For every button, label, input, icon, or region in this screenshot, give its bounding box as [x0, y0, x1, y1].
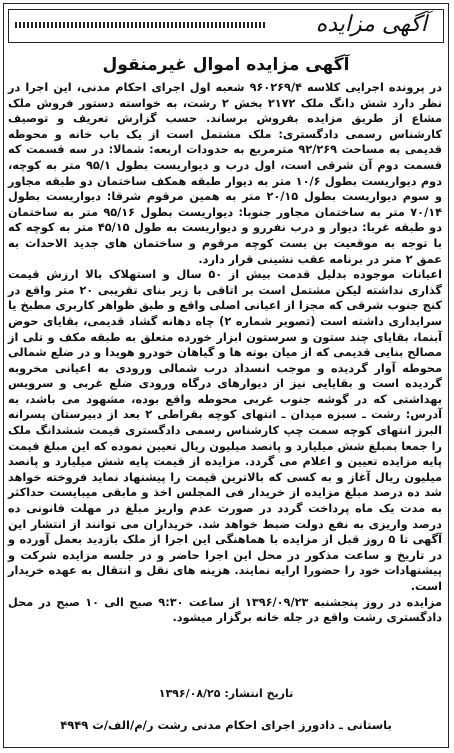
notice-paragraph-1: در پرونده اجرایی کلاسه ۹۶۰۲۶۹/۴ شعبه اول اجرای احکام مدنی، این اجرا در نظر دارد شش دانگ ملک ۲۱۷۲ بخش ۲ رشت، به خواسته دستور فروش ملک مشاع از طریق مزایده بفروش برساند. حسب گزارش تعریف و توصیف کارشناس رسمی دادگستری: ملک مشتمل است از یک باب خانه و محوطه قدیمی به مساحت ۹۲/۲۶۹ مترمربع به حدودات اربعه: شمالا: در سه قسمت که قسمت دوم آن شرقی است، اول درب و دیواریست بطول ۹۵/۱ متر به کوچه، دوم دیواریست بطول ۱۰/۶ متر به دیوار طبقه همکف ساختمان دو طبقه مجاور و سوم دیواریست بطول ۲۰/۱۵ متر به همین مرقوم شرقا: دیواریست بطول ۷۰/۱۴ متر به ساختمان مجاور جنوبا: دیواریست بطول ۹۵/۱۶ متر به ساختمان دو طبقه غربا: دیوار و درب نفررو و دیواریست به طول ۴۵/۱۵ متر به کوچه که با توجه به موقعیت بن بست کوچه مرقوم و ساختمان های جدید الاحداث به عمق ۲ متر در برنامه عقب نشینی قرار دارد.: [8, 81, 443, 266]
notice-body: [8, 80, 442, 626]
banner-decorative-stripe: [15, 22, 265, 28]
notice-paragraph-2: اعیانات موجوده بدلیل قدمت بیش از ۵۰ سال و استهلاک بالا ارزش قیمت گذاری نداشته لیکن مشتمل است بر اتاقی با زیر بنای تقریبی ۲۰ متر واقع در کنج جنوب شرقی که مجزا از اعیانی اصلی واقع و طبق ظواهر کاربری مطبخ یا سرایداری داشته است (تصویر شماره ۲) چاه دهانه گشاد قدیمی، بقایای حوض آبنما، بقایای چند ستون و سرستون ابزار خورده متعلق به طبقه مکف و تلی از مصالح بنایی قدیمی که از میان بوته ها و گیاهان خودرو هویدا و در ضلع شمالی محوطه آوار گردیده و موجب انسداد درب شمالی ورودی به اعیانی مخروبه گردیده است و بقایایی نیز از دیوارهای درگاه ورودی ضلع غربی و سرویس بهداشتی که در گوشه جنوب غربی محوطه واقع بوده، مشهود می باشد، به آدرس: رشت ـ سبزه میدان ـ انتهای کوچه بقراطی ۲ بعد از دبیرستان پسرانه البرز انتهای کوچه سمت چپ کارشناس رسمی دادگستری قیمت ششدانگ ملک را جمعا بمبلغ شش میلیارد و پانصد میلیون ریال تعیین نموده که این مبلغ قیمت پایه مزایده تعیین و اعلام می گردد. مزایده از قیمت پایه شش میلیارد و پانصد میلیون ریال آغاز و به کسی که بالاترین قیمت را پیشنهاد نماید فروخته خواهد شد ده درصد مبلغ مزایده از خریدار فی المجلس اخذ و مابقی میبایست حداکثر به مدت یک ماه پرداخت گردد در صورت عدم واریز مبلغ در مهلت قانونی ده درصد واریزی به نفع دولت ضبط خواهد شد. خریداران می توانند از انتشار این آگهی تا ۵ روز قبل از مزایده با هماهنگی این اجرا از ملک بازدید بعمل آورده و در تاریخ و ساعت مذکور در محل این اجرا حاضر و در جلسه مزایده شرکت و پیشنهادات خود را حضورا ارایه نمایند. هزینه های نقل و انتقال به عهده خریدار است.: [8, 268, 442, 593]
notice-paragraph-3: مزایده در روز پنجشنبه ۱۳۹۶/۰۹/۲۳ از ساعت ۹:۳۰ صبح الی ۱۰ صبح در محل دادگستری رشت واقع در جله خانه برگزار میشود.: [8, 595, 442, 625]
notice-signature: باستانی ـ دادورز اجرای احکام مدنی رشت ر/م/الف/ث ۴۹۴۹: [60, 718, 392, 732]
notice-banner: [8, 9, 444, 43]
publication-date: تاریخ انتشار: ۱۳۹۶/۰۸/۲۵: [158, 687, 294, 700]
notice-title: آگهی مزایده اموال غیرمنقول: [102, 55, 350, 75]
banner-title: آگهی مزایده: [315, 12, 427, 37]
